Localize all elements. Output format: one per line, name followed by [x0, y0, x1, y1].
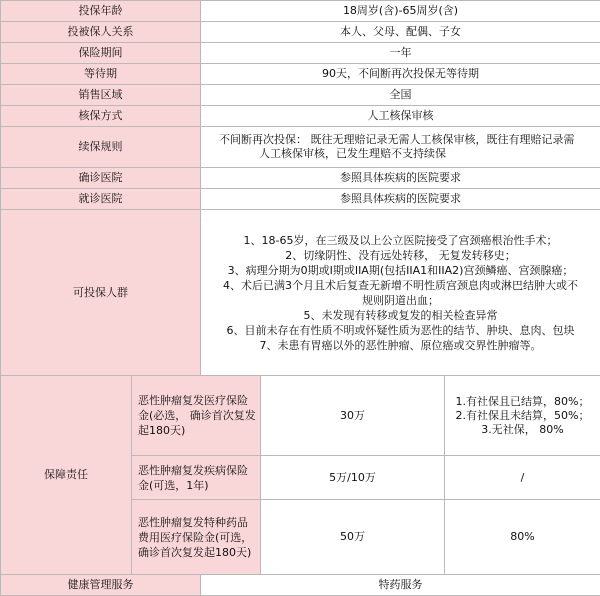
- value-visit-hospital: 参照具体疾病的医院要求: [201, 189, 600, 210]
- ratio-line: 2.有社保且未结算，50%；: [449, 409, 596, 423]
- label-period: 保险期间: [1, 43, 201, 64]
- row-eligible: [1, 210, 600, 376]
- ratio-line: /: [449, 471, 596, 485]
- value-renewal: [201, 127, 600, 168]
- coverage-row-1: [1, 376, 600, 456]
- row-age: [1, 1, 600, 22]
- value-relation: 本人、父母、配偶、子女: [201, 22, 600, 43]
- value-eligible: [201, 210, 600, 376]
- eligible-line: 5、未发现有转移或复发的相关检查异常: [221, 308, 580, 323]
- value-health: 特药服务: [201, 575, 600, 596]
- ratio-line: 3.无社保， 80%: [449, 423, 596, 437]
- value-diagnosis-hospital: 参照具体疾病的医院要求: [201, 168, 600, 189]
- row-health: [1, 575, 600, 596]
- row-visit-hospital: [1, 189, 600, 210]
- label-visit-hospital: 就诊医院: [1, 189, 201, 210]
- row-region: [1, 85, 600, 106]
- label-underwriting: 核保方式: [1, 106, 201, 127]
- row-period: [1, 43, 600, 64]
- label-eligible: 可投保人群: [1, 210, 201, 376]
- row-underwriting: [1, 106, 600, 127]
- eligible-line: 4、术后已满3个月且术后复查无新增不明性质宫颈息肉或淋巴结肿大或不: [221, 278, 580, 293]
- row-diagnosis-hospital: [1, 168, 600, 189]
- value-period: 一年: [201, 43, 600, 64]
- coverage-name: 恶性肿瘤复发疾病保险金(可选，1年): [132, 456, 261, 500]
- eligible-line: 2、切缘阴性、没有远处转移， 无复发转移史；: [221, 248, 580, 263]
- eligible-line: 7、未患有胃癌以外的恶性肿瘤、原位癌或交界性肿瘤等。: [221, 338, 580, 353]
- label-coverage: 保障责任: [1, 376, 132, 575]
- value-age: 18周岁(含)-65周岁(含): [201, 1, 600, 22]
- ratio-line: 80%: [449, 530, 596, 544]
- eligible-line: 1、18-65岁，在三级及以上公立医院接受了宫颈癌根治性手术；: [221, 233, 580, 248]
- coverage-ratio: [445, 376, 600, 456]
- label-relation: 投被保人关系: [1, 22, 201, 43]
- label-renewal: 续保规则: [1, 127, 201, 168]
- ratio-line: 1.有社保且已结算，80%；: [449, 395, 596, 409]
- coverage-amount: 50万: [261, 500, 445, 575]
- value-waiting: 90天，不间断再次投保无等待期: [201, 64, 600, 85]
- row-renewal: [1, 127, 600, 168]
- row-waiting: [1, 64, 600, 85]
- eligible-line: 3、病理分期为0期或I期或IIA期(包括IIA1和IIA2)宫颈鳞癌、宫颈腺癌；: [221, 263, 580, 278]
- eligible-line: 6、目前未存在有性质不明或怀疑性质为恶性的结节、肿块、息肉、包块: [221, 323, 580, 338]
- label-health: 健康管理服务: [1, 575, 201, 596]
- value-underwriting: 人工核保审核: [201, 106, 600, 127]
- label-region: 销售区域: [1, 85, 201, 106]
- renewal-line: 人工核保审核，已发生理赔不支持续保: [219, 147, 596, 161]
- coverage-amount: 5万/10万: [261, 456, 445, 500]
- label-diagnosis-hospital: 确诊医院: [1, 168, 201, 189]
- coverage-ratio: [445, 500, 600, 575]
- label-waiting: 等待期: [1, 64, 201, 85]
- coverage-name: 恶性肿瘤复发特种药品费用医疗保险金(可选，确诊首次复发起180天): [132, 500, 261, 575]
- coverage-ratio: [445, 456, 600, 500]
- coverage-name: 恶性肿瘤复发医疗保险金(必选， 确诊首次复发起180天): [132, 376, 261, 456]
- value-region: 全国: [201, 85, 600, 106]
- label-age: 投保年龄: [1, 1, 201, 22]
- eligible-line: 规则阴道出血；: [221, 293, 580, 308]
- coverage-amount: 30万: [261, 376, 445, 456]
- row-relation: [1, 22, 600, 43]
- renewal-line: 不间断再次投保： 既往无理赔记录无需人工核保审核，既往有理赔记录需: [219, 133, 596, 147]
